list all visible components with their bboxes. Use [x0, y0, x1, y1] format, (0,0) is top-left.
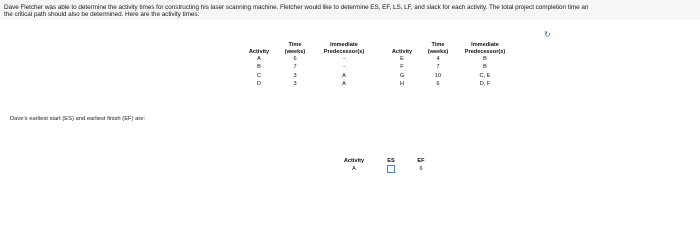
cell-predecessor: A: [342, 81, 346, 88]
cell-time: 6: [436, 81, 440, 88]
header-activity: Activity: [248, 48, 270, 55]
table-row: [242, 55, 374, 63]
header-time: Time (weeks): [427, 42, 449, 55]
table-row: [385, 80, 513, 88]
answer-cell-es: [376, 165, 406, 174]
cell-time: 10: [434, 72, 442, 79]
cell-predecessor: A: [342, 72, 346, 79]
answer-header-es: ES: [387, 158, 395, 164]
table-header-row: [242, 42, 374, 55]
table-row: [385, 72, 513, 80]
activity-table-right: [385, 42, 513, 88]
cell-activity: H: [399, 81, 405, 88]
cell-predecessor: D, F: [479, 81, 491, 88]
cell-predecessor: -: [343, 64, 345, 71]
header-time: Time (weeks): [284, 42, 306, 55]
header-predecessors: Immediate Predecessor(s): [323, 42, 365, 55]
cell-activity: F: [400, 64, 404, 71]
cell-activity: A: [257, 56, 261, 63]
cell-predecessor: -: [343, 56, 345, 63]
cell-time: 4: [436, 56, 440, 63]
cell-activity: E: [400, 56, 404, 63]
cell-predecessor: B: [483, 56, 487, 63]
question-text-line-2: the critical path should also be determined. Here are the activity times:: [4, 11, 200, 18]
cell-predecessor: C, E: [479, 72, 491, 79]
cell-time: 7: [293, 64, 297, 71]
es-ef-answer-table: [332, 158, 436, 174]
activity-table-left: [242, 42, 374, 88]
cell-time: 3: [293, 72, 297, 79]
cell-time: 7: [436, 64, 440, 71]
table-row: [385, 63, 513, 71]
es-input-field[interactable]: [387, 165, 395, 173]
answer-cell-activity: A: [352, 166, 356, 173]
header-predecessors: Immediate Predecessor(s): [464, 42, 506, 55]
table-row: [242, 80, 374, 88]
cell-predecessor: B: [483, 64, 487, 71]
table-row: [385, 55, 513, 63]
answer-header-row: [332, 158, 436, 165]
answer-header-ef: EF: [417, 158, 425, 164]
cell-activity: C: [256, 72, 262, 79]
table-row: [242, 72, 374, 80]
cell-activity: D: [256, 81, 262, 88]
table-header-row: [385, 42, 513, 55]
expand-icon[interactable]: ↻: [544, 30, 551, 39]
cell-activity: G: [399, 72, 405, 79]
answer-row: [332, 165, 436, 174]
table-row: [242, 63, 374, 71]
header-activity: Activity: [391, 48, 413, 55]
cell-time: 6: [293, 56, 297, 63]
answer-cell-ef: 6: [419, 166, 423, 173]
cell-activity: B: [257, 64, 261, 71]
question-text-line-1: Dave Fletcher was able to determine the activity times for constructing his laser scanning machine. Fletcher would like to determine ES, EF, LS, LF, and slack for each activity. The total project completion time an: [4, 4, 589, 11]
cell-time: 3: [293, 81, 297, 88]
es-ef-prompt: Dave's earliest start (ES) and earliest finish (EF) are:: [10, 116, 146, 122]
answer-header-activity: Activity: [343, 158, 365, 164]
